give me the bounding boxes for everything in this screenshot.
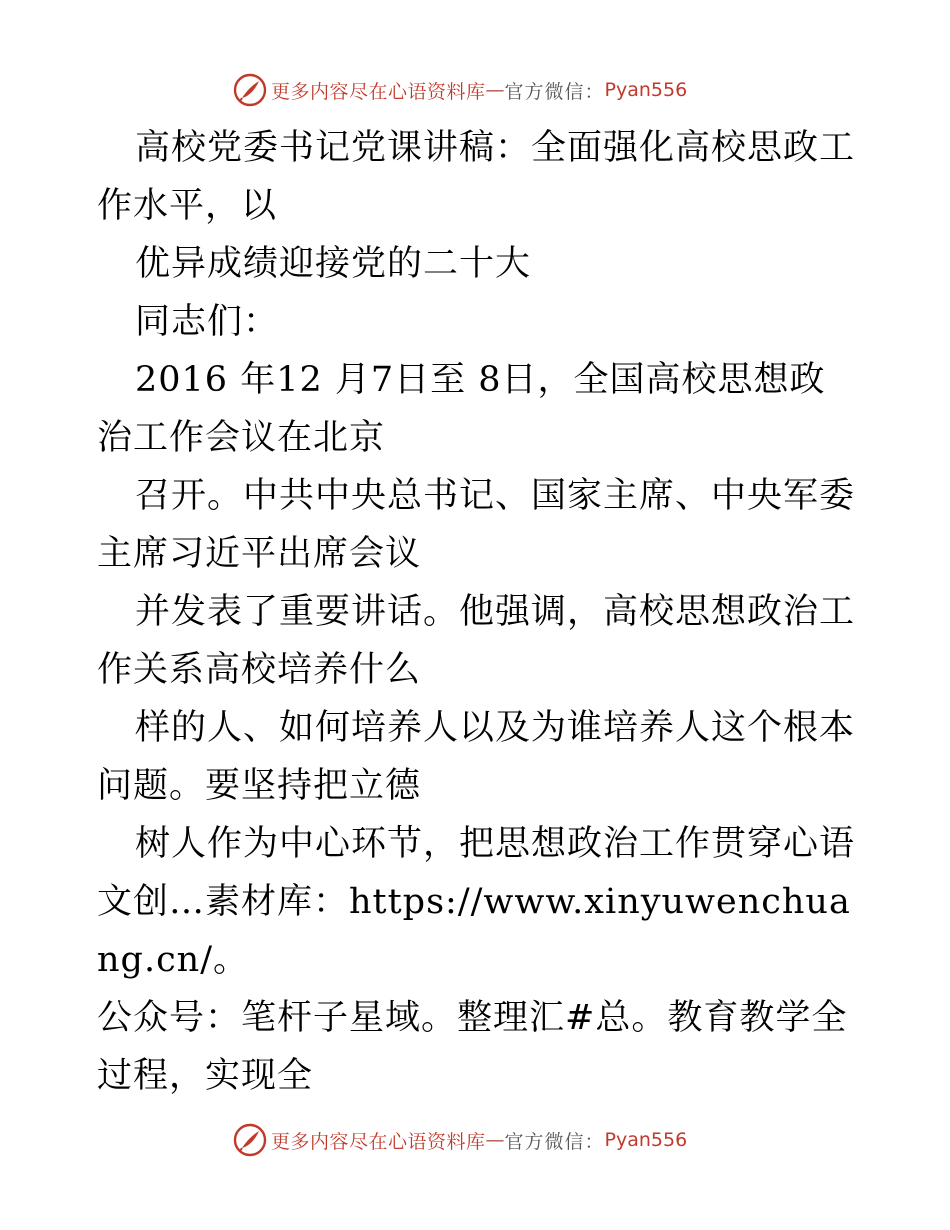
banner-text: 更多内容尽在心语资料库	[271, 1130, 486, 1153]
body-line-with-url: 树人作为中心环节，把思想政治工作贯穿心语文创…素材库：https://www.xinyuwenchuang.cn/。	[97, 824, 856, 980]
body-line: 公众号：笔杆子星域。整理汇#总。教育教学全过程，实现全	[97, 998, 848, 1096]
body-line: 样的人、如何培养人以及为谁培养人这个根本问题。要坚持把立德	[97, 708, 856, 806]
banner-separator: —	[485, 79, 505, 101]
body-line: 2016 年12 月7日至 8日，全国高校思想政治工作会议在北京	[97, 360, 826, 458]
document-body	[97, 119, 857, 1105]
title-line: 高校党委书记党课讲稿：全面强化高校思政工作水平，以	[97, 128, 856, 226]
quill-pen-logo-icon	[233, 73, 267, 107]
wechat-label: 官方微信：	[504, 1130, 605, 1153]
wechat-id: Pyan556	[604, 79, 688, 101]
salutation: 同志们：	[135, 302, 280, 342]
banner-separator: —	[485, 1129, 505, 1151]
wechat-label: 官方微信：	[504, 80, 605, 103]
quill-pen-logo-icon	[233, 1123, 267, 1157]
body-line: 并发表了重要讲话。他强调，高校思想政治工作关系高校培养什么	[97, 592, 856, 690]
banner-text: 更多内容尽在心语资料库	[271, 80, 486, 103]
body-line: 召开。中共中央总书记、国家主席、中央军委主席习近平出席会议	[97, 476, 856, 574]
title-line-continued: 优异成绩迎接党的二十大	[135, 244, 532, 284]
wechat-id: Pyan556	[604, 1129, 688, 1151]
footer-banner	[0, 1120, 950, 1160]
header-banner	[0, 70, 950, 110]
